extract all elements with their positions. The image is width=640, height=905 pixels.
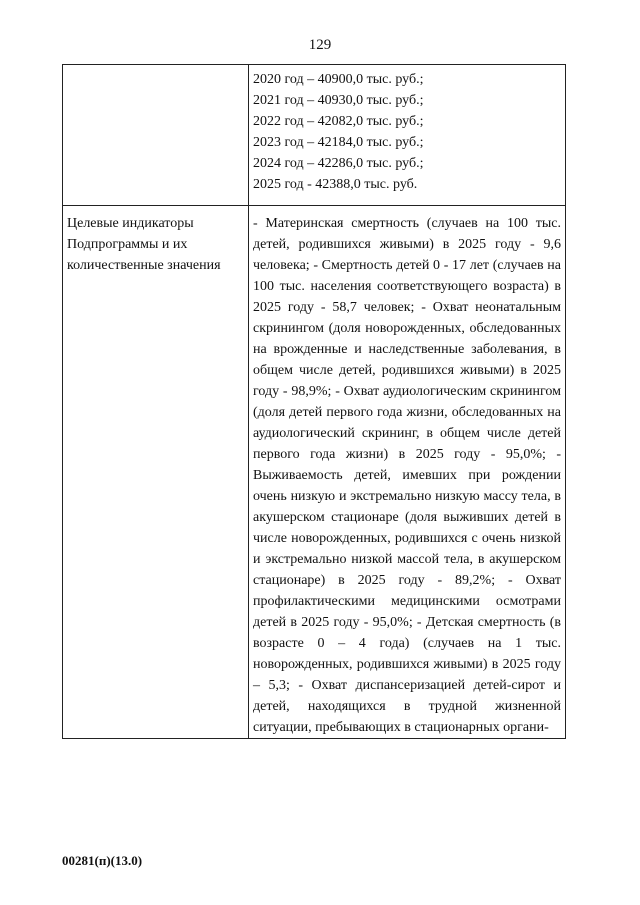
funding-line: 2020 год – 40900,0 тыс. руб.; bbox=[253, 72, 424, 87]
funding-line: 2021 год – 40930,0 тыс. руб.; bbox=[253, 93, 424, 108]
funding-line: 2023 год – 42184,0 тыс. руб.; bbox=[253, 135, 424, 150]
indicators-row bbox=[63, 206, 566, 739]
passport-table bbox=[62, 64, 566, 739]
indicators-label: Целевые индикаторы Подпрограммы и их количественные значения bbox=[63, 206, 249, 739]
funding-row bbox=[63, 65, 566, 206]
funding-line: 2022 год – 42082,0 тыс. руб.; bbox=[253, 114, 424, 129]
funding-line: 2024 год – 42286,0 тыс. руб.; bbox=[253, 156, 424, 171]
funding-line: 2025 год - 42388,0 тыс. руб. bbox=[253, 177, 418, 192]
indicators-text: - Материнская смертность (случаев на 100 тыс. детей, родившихся живыми) в 2025 году - 9,6 человека; - Смертность детей 0 - 17 лет (случаев на 100 тыс. населения соответствующего возраста) в 2025 году - 58,7 человек; - Охват неонатальным скринингом (доля новорожденных, обследованных на врожденные и наследственные заболевания, в общем числе детей, родившихся живыми) в 2025 году - 98,9%; - Охват аудиологическим скринингом (доля детей первого года жизни, обследованных на аудиологический скрининг, в общем числе детей первого года жизни) в 2025 году - 95,0%; - Выживаемость детей, имевших при рождении очень низкую и экстремально низкую массу тела, в акушерском стационаре (доля выживших детей в числе новорожденных, родившихся с очень низкой и экстремально низкой массой тела, в акушерском стационаре) в 2025 году - 89,2%; - Охват профилактическими медицинскими осмотрами детей в 2025 году - 95,0%; - Детская смертность (в возрасте 0 – 4 года) (случаев на 1 тыс. новорожденных, родившихся живыми) в 2025 году – 5,3; - Охват диспансеризацией детей-сирот и детей, находящихся в трудной жизненной ситуации, пребывающих в стационарных органи- bbox=[249, 206, 566, 739]
document-code: 00281(п)(13.0) bbox=[62, 853, 143, 868]
page-number: 129 bbox=[308, 37, 332, 53]
funding-values-cell bbox=[249, 65, 566, 206]
funding-label-cell bbox=[63, 65, 249, 206]
